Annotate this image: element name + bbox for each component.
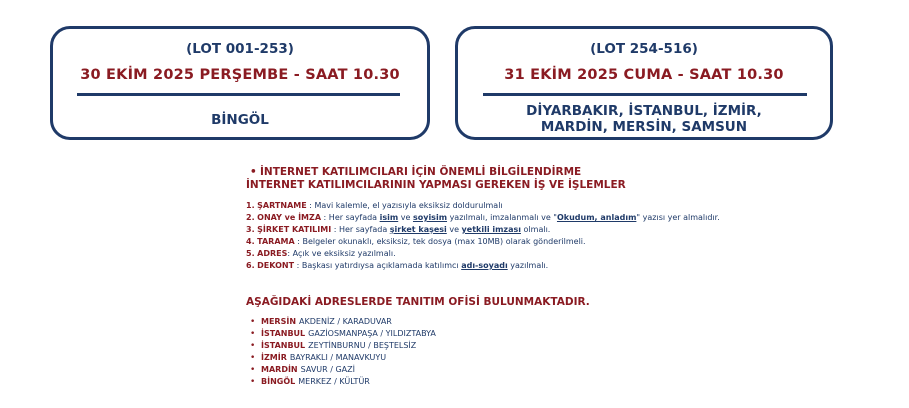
auction-date: 30 EKİM 2025 PERŞEMBE - SAAT 10.30 xyxy=(80,67,400,83)
step-emphasis: Okudum, anladım xyxy=(556,213,637,222)
step-text: " yazısı yer almalıdır. xyxy=(636,213,720,222)
address-city: İSTANBUL xyxy=(261,329,306,338)
step-key: TARAMA xyxy=(257,237,295,246)
step-key: ONAY ve İMZA xyxy=(257,213,322,222)
step-adres xyxy=(246,248,886,260)
step-text: : Mavi kalemle, el yazısıyla eksiksiz doldurulmalı xyxy=(306,201,503,210)
step-number: 5. xyxy=(246,249,255,258)
steps-list xyxy=(246,200,886,272)
internet-participants-info xyxy=(246,166,886,272)
step-text: : Her sayfada xyxy=(321,213,380,222)
step-text: ve xyxy=(398,213,413,222)
lot-range: (LOT 254-516) xyxy=(590,41,698,57)
step-dekont xyxy=(246,260,886,272)
step-sirket-katilimi xyxy=(246,224,886,236)
step-text: yazılmalı, imzalanmalı ve " xyxy=(447,213,557,222)
step-tarama xyxy=(246,236,886,248)
step-number: 4. xyxy=(246,237,255,246)
address-item xyxy=(250,340,436,352)
auction-cities xyxy=(53,112,427,128)
step-number: 3. xyxy=(246,225,255,234)
step-key: ŞARTNAME xyxy=(257,201,307,210)
cities-line-1: BİNGÖL xyxy=(211,112,269,128)
address-city: BİNGÖL xyxy=(261,377,296,386)
step-onay-imza xyxy=(246,212,886,224)
address-detail: AKDENİZ / KARADUVAR xyxy=(299,317,392,326)
divider xyxy=(77,93,400,96)
cities-line-2: MARDİN, MERSİN, SAMSUN xyxy=(540,119,748,135)
divider xyxy=(483,93,807,96)
step-emphasis: isim xyxy=(379,213,399,222)
address-city: İSTANBUL xyxy=(261,341,306,350)
step-number: 2. xyxy=(246,213,255,222)
step-text: olmalı. xyxy=(520,225,551,234)
cities-line-1: DİYARBAKIR, İSTANBUL, İZMİR, xyxy=(526,103,762,119)
address-item xyxy=(250,328,436,340)
address-city: MERSİN xyxy=(261,317,297,326)
step-text: yazılmalı. xyxy=(507,261,549,270)
step-key: ŞİRKET KATILIMI xyxy=(257,225,332,234)
address-item xyxy=(250,316,436,328)
step-text: : Başkası yatırdıysa açıklamada katılımcı xyxy=(294,261,462,270)
step-number: 1. xyxy=(246,201,255,210)
info-subheading: İNTERNET KATILIMCILARININ YAPMASI GEREKEN İŞ VE İŞLEMLER xyxy=(246,179,626,191)
step-emphasis: adı-soyadı xyxy=(461,261,508,270)
step-emphasis: soyisim xyxy=(412,213,448,222)
address-item xyxy=(250,364,436,376)
address-city: MARDİN xyxy=(261,365,298,374)
step-text: : Açık ve eksiksiz yazılmalı. xyxy=(287,249,396,258)
office-address-list xyxy=(250,316,436,388)
auction-card-lot-001-253 xyxy=(50,26,430,140)
step-key: ADRES xyxy=(257,249,288,258)
step-text: ve xyxy=(446,225,462,234)
step-emphasis: yetkili imzası xyxy=(461,225,521,234)
address-item xyxy=(250,376,436,388)
address-detail: MERKEZ / KÜLTÜR xyxy=(298,377,370,386)
info-heading: • İNTERNET KATILIMCILARI İÇİN ÖNEMLİ BİLGİLENDİRME xyxy=(246,166,886,179)
address-city: İZMİR xyxy=(261,353,287,362)
auction-date: 31 EKİM 2025 CUMA - SAAT 10.30 xyxy=(504,67,784,83)
step-text: : Her sayfada xyxy=(331,225,390,234)
step-text: : Belgeler okunaklı, eksiksiz, tek dosya (max 10MB) olarak gönderilmeli. xyxy=(294,237,586,246)
address-detail: ZEYTİNBURNU / BEŞTELSİZ xyxy=(308,341,417,350)
step-key: DEKONT xyxy=(257,261,295,270)
step-sartname xyxy=(246,200,886,212)
step-number: 6. xyxy=(246,261,255,270)
step-emphasis: şirket kaşesi xyxy=(389,225,447,234)
address-detail: BAYRAKLI / MANAVKUYU xyxy=(289,353,387,362)
lot-range: (LOT 001-253) xyxy=(186,41,294,57)
address-detail: GAZİOSMANPAŞA / YILDIZTABYA xyxy=(308,329,436,338)
address-item xyxy=(250,352,436,364)
auction-cities xyxy=(458,103,830,135)
auction-card-lot-254-516 xyxy=(455,26,833,140)
addresses-heading: AŞAĞIDAKİ ADRESLERDE TANITIM OFİSİ BULUNMAKTADIR. xyxy=(246,296,590,308)
address-detail: SAVUR / GAZİ xyxy=(300,365,355,374)
